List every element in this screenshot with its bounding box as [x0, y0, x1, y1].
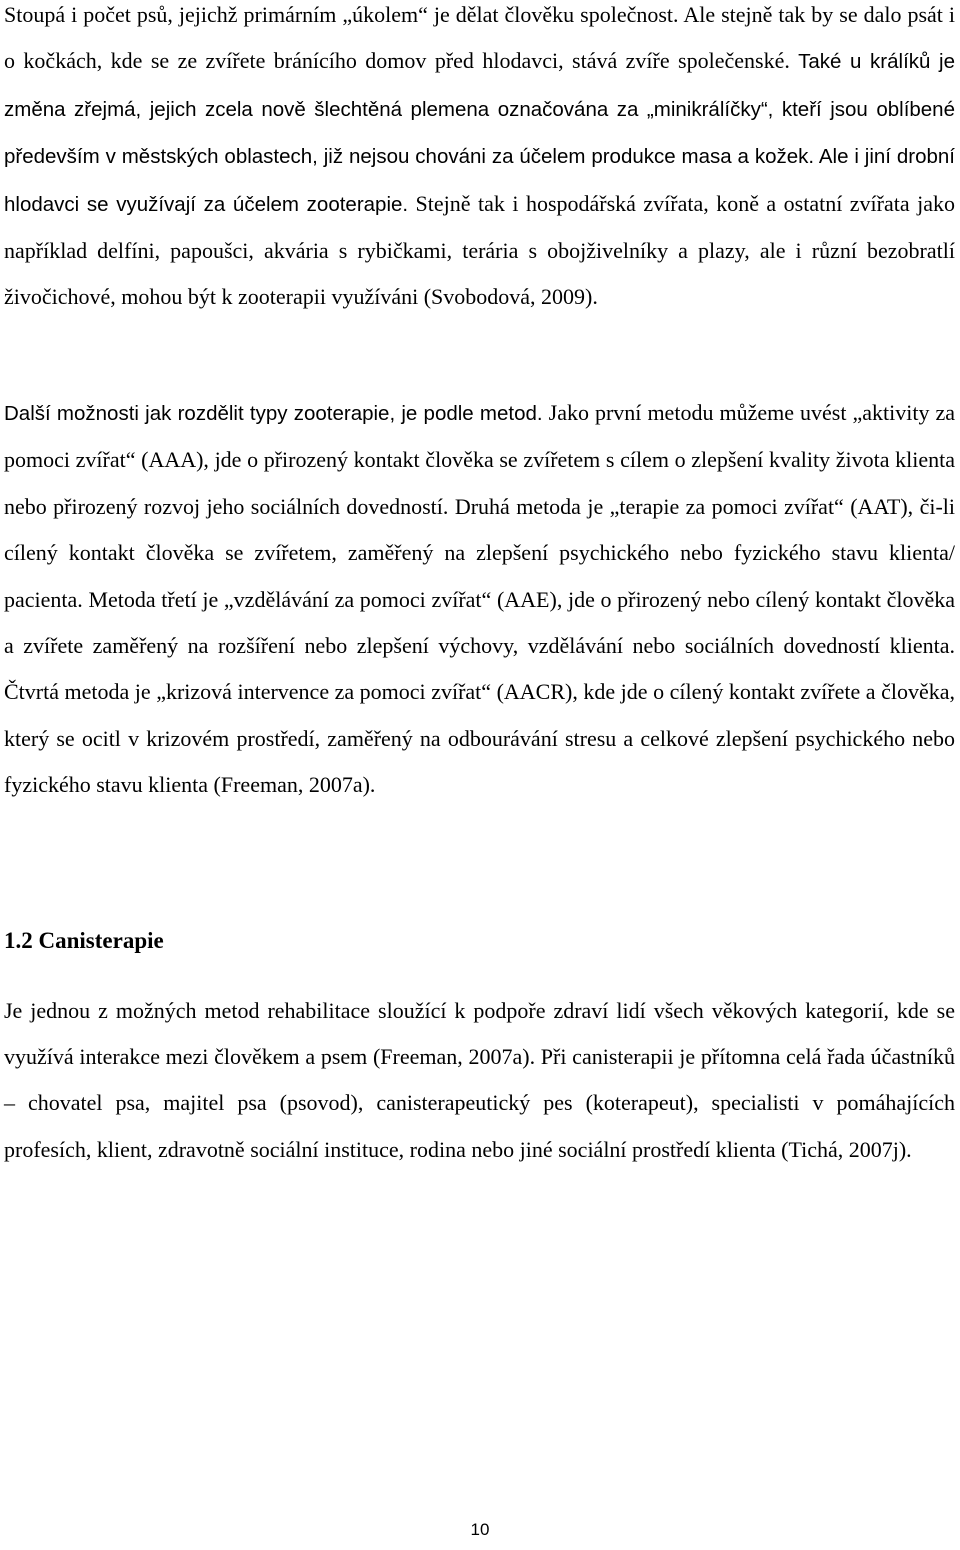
paragraph-canisterapie: Je jednou z možných metod rehabilitace sloužící k podpoře zdraví lidí všech věkových kategorií, kde se využívá interakce mezi člověkem a psem (Freeman, 2007a). Při canisterapii je přítomna celá řada účastníků – chovatel psa, majitel psa (psovod), canisterapeutický pes (koterapeut), specialisti v pomáhajících profesích, klient, zdravotně sociální instituce, rodina nebo jiné sociální prostředí klienta (Tichá, 2007j).: [4, 998, 955, 1162]
paragraph-run-dogs-cats: Stoupá i počet psů, jejichž primárním „úkolem“ je dělat člověku společnost. Ale stejně tak by se dalo psát i o kočkách, kde se ze zvířete bránícího domov před hlodavci, stává zvíře společenské.: [4, 2, 955, 74]
section-heading: 1.2 Canisterapie: [4, 928, 164, 953]
paragraph-zootherapy-methods: [4, 390, 955, 809]
paragraph-run-farm-animals: Stejně tak i hospodářská zvířata, koně a ostatní zvířata jako například delfíni, papoušci, akvária s rybičkami, terária s obojživelníky a plazy, ale i různí bezobratlí živočichové, mohou být k zooterapii využíváni: [4, 190, 955, 310]
paragraph-run-methods-intro: Další možnosti jak rozdělit typy zooterapie, je podle metod.: [4, 402, 543, 425]
paragraph-run-methods-list: Jako první metodu můžeme uvést „aktivity za pomoci zvířat“ (AAA), jde o přirozený kontakt člověka se zvířetem s cílem o zlepšení kvality života klienta nebo přirozený rozvoj jeho sociálních dovedností. Druhá metoda je „terapie za pomoci zvířat“ (AAT), či-li cílený kontakt člověka se zvířetem, zaměřený na zlepšení psychického nebo fyzického stavu klienta/ pacienta. Metoda třetí je „vzdělávání za pomoci zvířat“ (AAE), jde o přirozený nebo cílený kontakt člověka a zvířete zaměřený na rozšíření nebo zlepšení výchovy, vzdělávání nebo sociálních dovedností klienta. Čtvrtá metoda je „krizová intervence za pomoci zvířat“ (AACR), kde jde o cílený kontakt zvířete a člověka, který se ocitl v krizovém prostředí, zaměřený na odbourávání stresu a celkové zlepšení psychického nebo fyzického stavu klienta (Freeman, 2007a).: [4, 400, 956, 798]
page-number: 10: [470, 1520, 490, 1539]
paragraph-pets-overview: [4, 0, 955, 321]
paragraph-run-rabbits: Také u králíků je změna zřejmá, jejich zcela nově šlechtěná plemena označována za „minikrálíčky“, kteří jsou oblíbené především v městských oblastech, již nejsou chováni za účelem produkce masa a kožek. Ale i jiní drobní hlodavci se využívají za účelem zooterapie.: [4, 50, 956, 216]
citation-svobodova: (Svobodová, 2009).: [418, 284, 598, 310]
